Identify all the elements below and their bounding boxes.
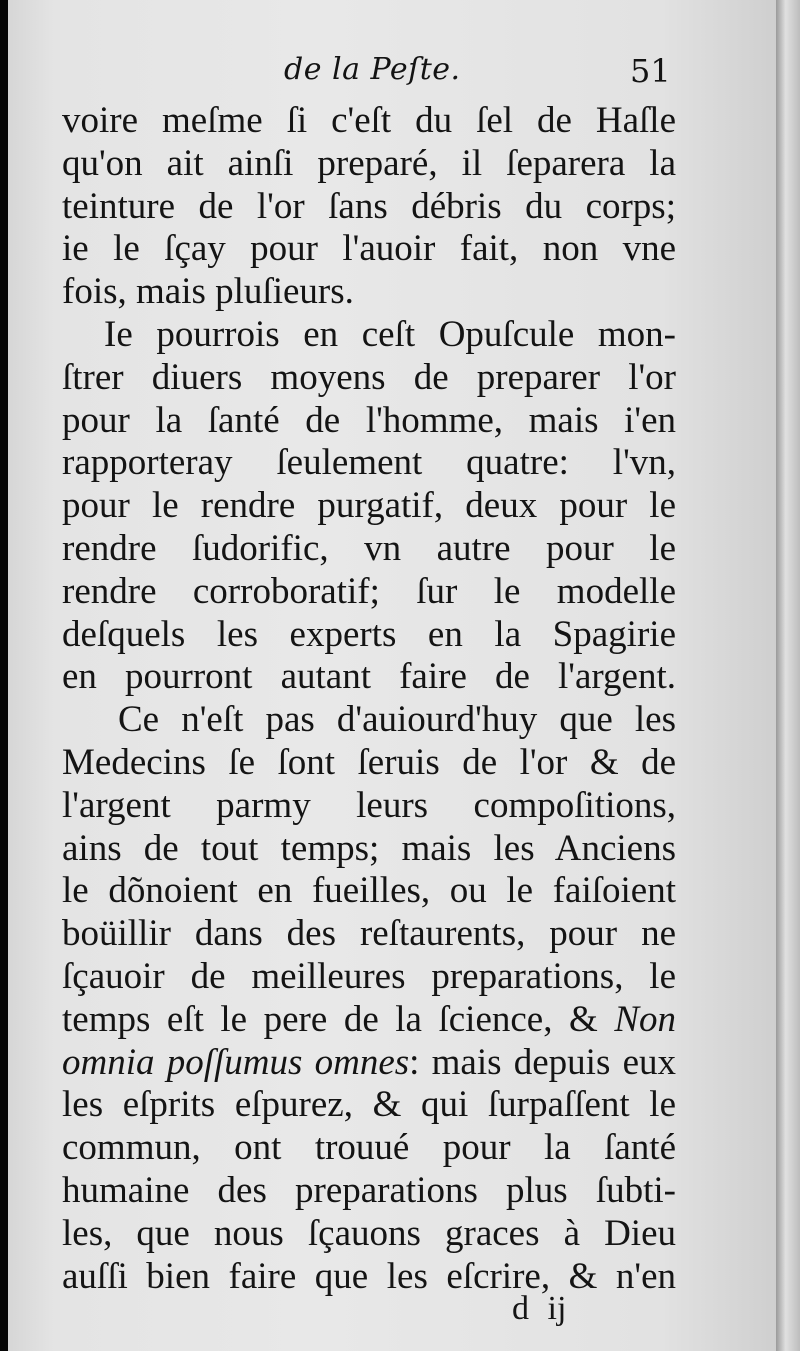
text-line: rendre corroboratif; ſur le modelle <box>62 570 676 612</box>
text-line: voire meſme ſi c'eſt du ſel de Haſle <box>62 100 676 141</box>
running-head <box>8 52 776 96</box>
book-page <box>8 0 776 1351</box>
text-line: ains de tout temps; mais les Anciens <box>62 827 676 869</box>
text-line: Ie pourrois en ceſt Opuſcule mon- <box>104 313 676 355</box>
running-title: de la Peſte. <box>284 52 461 87</box>
text-line: humaine des preparations plus ſubti- <box>62 1169 676 1211</box>
body-text <box>62 100 676 1298</box>
text-segment: temps eſt le pere de la ſcience, & <box>62 998 598 1040</box>
text-segment: : mais depuis eux <box>409 1041 676 1083</box>
text-line: Ce n'eſt pas d'auiourd'huy que les <box>118 699 676 741</box>
text-line: teinture de l'or ſans débris du corps; <box>62 185 676 227</box>
text-line: l'argent parmy leurs compoſitions, <box>62 784 676 826</box>
text-line: boüillir dans des reſtaurents, pour ne <box>62 913 676 955</box>
text-line: pour la ſanté de l'homme, mais i'en <box>62 399 676 441</box>
text-line: ſtrer diuers moyens de preparer l'or <box>62 356 676 398</box>
signature-mark: d ij <box>512 1290 567 1327</box>
text-line: commun, ont trouué pour la ſanté <box>62 1127 676 1169</box>
text-line: pour le rendre purgatif, deux pour le <box>62 485 676 527</box>
text-line: qu'on ait ainſi preparé, il ſeparera la <box>62 142 676 184</box>
text-line: le dõnoient en fueilles, ou le faiſoient <box>62 870 676 912</box>
text-line: en pourront autant faire de l'argent. <box>62 656 676 698</box>
text-line: les, que nous ſçauons graces à Dieu <box>62 1212 676 1254</box>
text-line: fois, mais pluſieurs. <box>62 271 354 313</box>
text-line: rapporteray ſeulement quatre: l'vn, <box>62 442 676 484</box>
text-line: les eſprits eſpurez, & qui ſurpaſſent le <box>62 1084 676 1126</box>
latin-phrase: omnia poſſumus omnes <box>62 1041 410 1083</box>
text-line <box>62 1042 676 1085</box>
text-line: deſquels les experts en la Spagirie <box>62 613 676 655</box>
page-edge <box>776 0 800 1351</box>
page-number: 51 <box>630 52 671 90</box>
text-line: rendre ſudorific, vn autre pour le <box>62 527 676 569</box>
latin-phrase: Non <box>614 998 677 1040</box>
text-line: auſſi bien faire que les eſcrire, & n'en <box>62 1255 676 1297</box>
text-line <box>62 999 676 1042</box>
text-line: Medecins ſe ſont ſeruis de l'or & de <box>62 741 676 783</box>
text-line: ſçauoir de meilleures preparations, le <box>62 955 676 997</box>
text-line: ie le ſçay pour l'auoir fait, non vne <box>62 228 676 270</box>
